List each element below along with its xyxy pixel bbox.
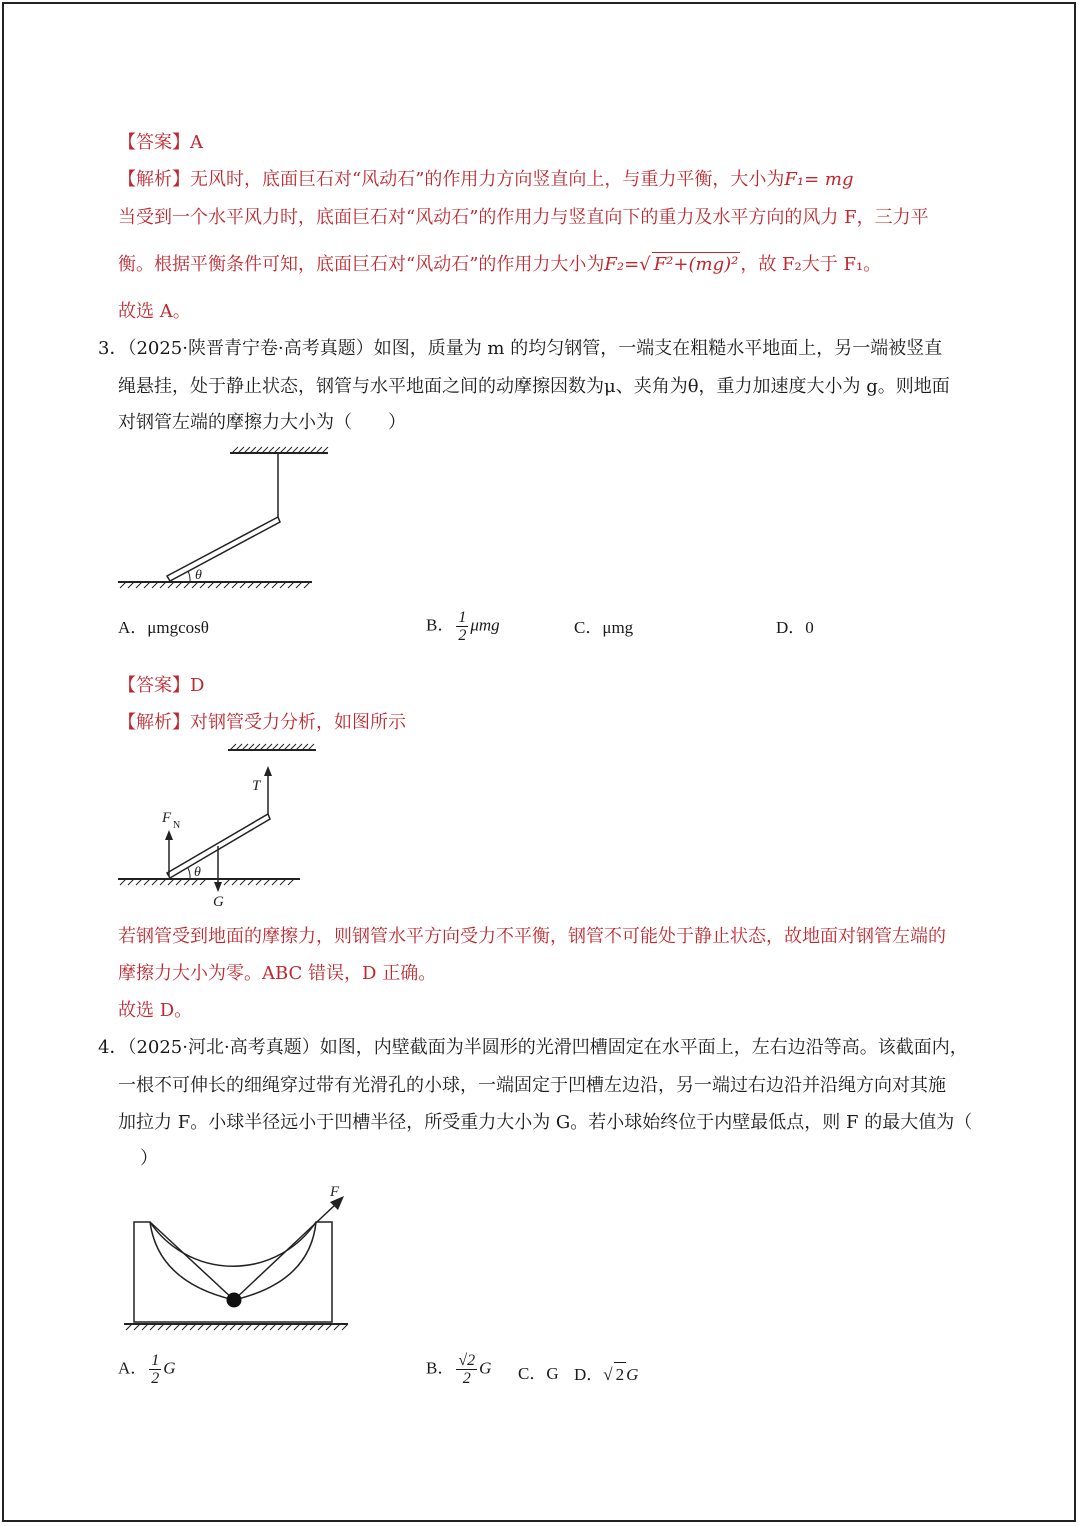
formula-f1: F₁= mg	[784, 169, 854, 190]
q2-analysis-line-3: 衡。根据平衡条件可知，底面巨石对“风动石”的作用力大小为F₂=√ F²+(mg)² ，故 F₂大于 F₁。	[118, 254, 882, 275]
q3-option-d: D．0	[776, 618, 814, 637]
fraction: $\frac{1}{2}$	[458, 609, 467, 644]
q3-fig2-G: G	[213, 894, 224, 910]
q3-stem-line-3: 对钢管左端的摩擦力大小为（ ）	[118, 412, 406, 433]
sqrt-radicand: 2	[614, 1362, 627, 1387]
q3-fig2-FN: F	[162, 810, 172, 826]
option-letter: B．	[426, 615, 455, 635]
q3-stem-line-1: 3．（2025·陕晋青宁卷·高考真题）如图，质量为 m 的均匀钢管，一端支在粗糙水平地面上，另一端被竖直	[98, 338, 943, 359]
q3-fig2-theta: θ	[194, 865, 201, 880]
q4-option-c: C．G	[518, 1364, 559, 1383]
q4-option-d: D．√ 2 G	[574, 1362, 638, 1387]
q3-option-a: A．μmgcosθ	[118, 618, 209, 637]
option-tail: G	[479, 1358, 492, 1378]
analysis-label: 【解析】	[118, 712, 190, 733]
q3-figure	[110, 445, 330, 605]
analysis-label: 【解析】	[118, 169, 190, 190]
analysis-text: 衡。根据平衡条件可知，底面巨石对“风动石”的作用力大小为	[118, 254, 605, 275]
q3-analysis-line-3: 摩擦力大小为零。ABC 错误，D 正确。	[118, 963, 437, 984]
q4-stem-line-3: 加拉力 F。小球半径远小于凹槽半径，所受重力大小为 G。若小球始终位于内壁最低点，则 F 的最大值为（	[118, 1112, 973, 1133]
q4-stem-line-2: 一根不可伸长的细绳穿过带有光滑孔的小球，一端固定于凹槽左边沿，另一端过右边沿并沿绳方向对其施	[118, 1075, 946, 1096]
option-tail: G	[163, 1358, 176, 1378]
option-letter: A．	[118, 1358, 148, 1378]
q3-choose: 故选 D。	[118, 1000, 193, 1021]
q3-option-c: C．μmg	[574, 618, 634, 637]
q3-answer: 【答案】D	[118, 675, 205, 696]
option-tail: μmg	[470, 615, 500, 635]
fraction: $\frac{1}{2}$	[151, 1352, 160, 1387]
formula-f2-lhs: F₂=	[604, 254, 640, 275]
q4-stem-line-4: ）	[140, 1148, 158, 1169]
analysis-text: ，故 F₂大于 F₁。	[740, 254, 882, 275]
q4-stem-line-1: 4．（2025·河北·高考真题）如图，内壁截面为半圆形的光滑凹槽固定在水平面上，左右边沿等高。该截面内，	[98, 1037, 968, 1058]
q2-analysis-line-2: 当受到一个水平风力时，底面巨石对“风动石”的作用力与竖直向下的重力及水平方向的风力 F，三力平	[118, 207, 929, 228]
option-tail: G	[626, 1365, 639, 1384]
q2-choose: 故选 A。	[118, 301, 191, 322]
q3-stem-line-2: 绳悬挂，处于静止状态，钢管与水平地面之间的动摩擦因数为μ、夹角为θ，重力加速度大小为 g。则地面	[118, 376, 950, 397]
q3-analysis-line-2: 若钢管受到地面的摩擦力，则钢管水平方向受力不平衡，钢管不可能处于静止状态，故地面对钢管左端的	[118, 926, 946, 947]
analysis-text: 无风时，底面巨石对“风动石”的作用力方向竖直向上，与重力平衡，大小为	[190, 169, 785, 190]
option-letter: D．	[574, 1365, 604, 1384]
analysis-text: 对钢管受力分析，如图所示	[190, 712, 406, 733]
q2-analysis-line-1	[118, 168, 854, 192]
q4-option-b	[426, 1352, 491, 1387]
q3-fig2-FN-sub: N	[173, 820, 181, 831]
q3-option-b	[426, 609, 500, 644]
q4-option-a	[118, 1352, 176, 1387]
q4-fig-F: F	[330, 1184, 340, 1200]
q3-fig-theta: θ	[195, 568, 202, 583]
q3-force-figure	[110, 742, 320, 912]
q3-analysis-line-1	[118, 711, 406, 735]
formula-f2-radicand: F²+(mg)²	[653, 254, 739, 275]
fraction: $\frac{√2}{2}$	[458, 1352, 476, 1387]
q3-fig2-T: T	[252, 778, 261, 794]
q4-figure	[118, 1182, 358, 1342]
option-letter: B．	[426, 1358, 455, 1378]
q2-answer: 【答案】A	[118, 132, 203, 153]
